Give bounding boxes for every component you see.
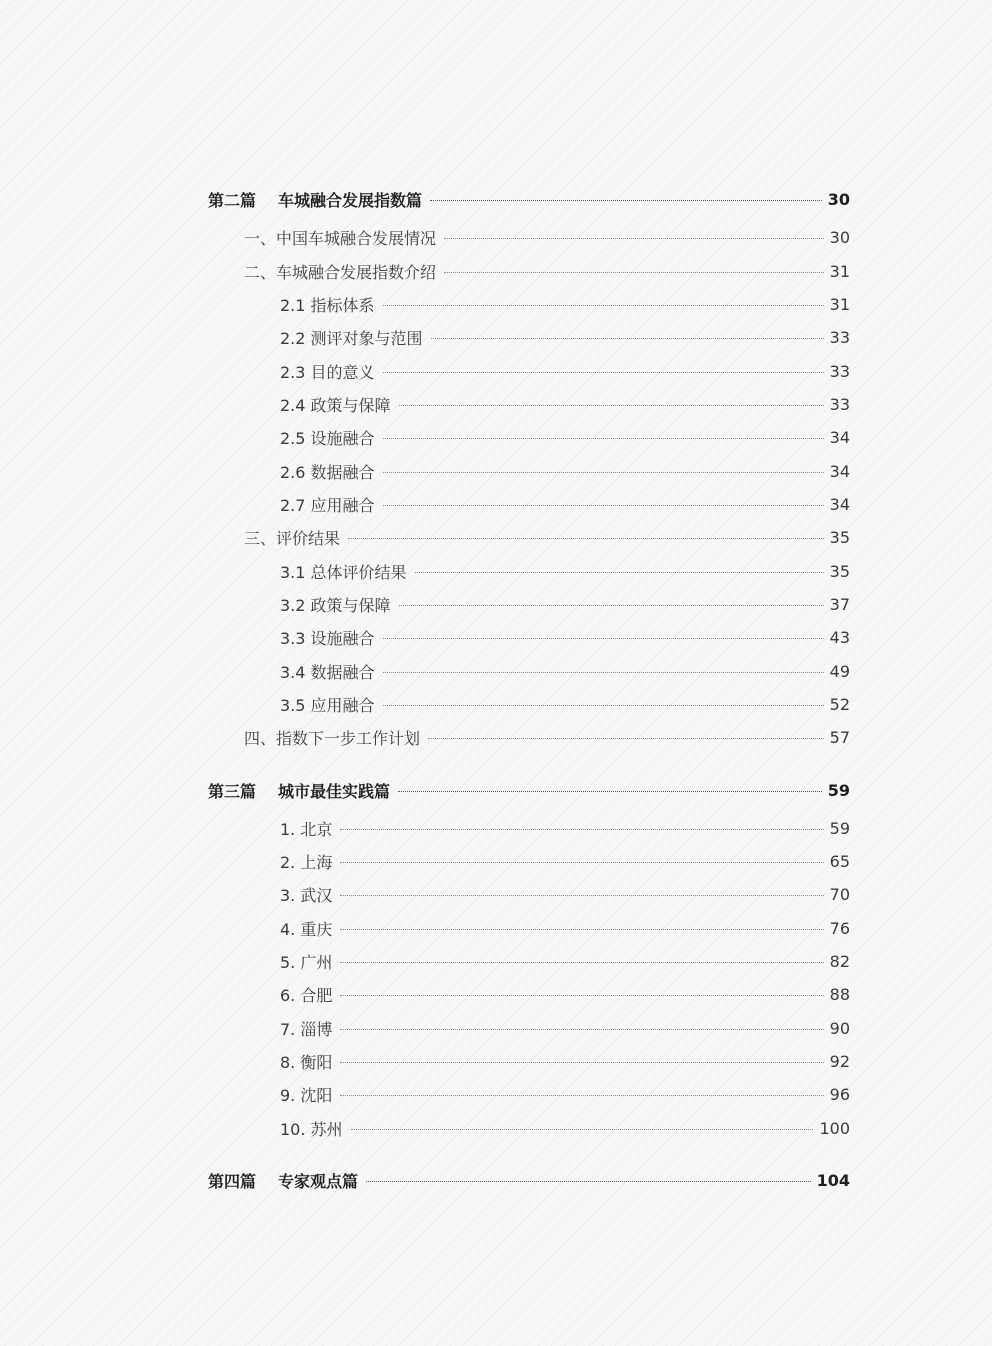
toc-dot-leader [340,1095,823,1096]
toc-dot-leader [383,505,824,506]
toc-entry-label: 2.1 指标体系 [280,295,375,315]
toc-page-number: 31 [829,261,850,281]
toc-entry-label: 3.3 设施融合 [280,628,375,648]
toc-dot-leader [399,605,824,606]
toc-subsection-entry[interactable] [280,391,850,417]
toc-dot-leader [428,738,824,739]
toc-dot-leader [340,862,823,863]
toc-dot-leader [444,272,824,273]
toc-part-title: 车城融合发展指数篇 [278,190,423,210]
toc-subsection-entry[interactable] [280,558,850,584]
toc-entry-label [208,188,422,211]
toc-entry-label: 2.4 政策与保障 [280,395,391,415]
toc-entry-label: 9. 沈阳 [280,1085,333,1105]
toc-subsection-entry[interactable] [280,1115,850,1141]
toc-part-number: 第二篇 [208,190,257,210]
toc-entry-label: 3.1 总体评价结果 [280,562,407,582]
toc-part-title: 专家观点篇 [278,1171,359,1191]
toc-entry-label: 1. 北京 [280,819,333,839]
toc-page-number: 43 [829,627,850,647]
toc-subsection-entry[interactable] [280,691,850,717]
toc-entry-label: 2. 上海 [280,852,333,872]
toc-part-title: 城市最佳实践篇 [278,781,391,801]
toc-section-entry[interactable] [244,258,850,284]
toc-entry-label: 3.4 数据融合 [280,662,375,682]
toc-page-number: 34 [829,427,850,447]
toc-dot-leader [383,438,824,439]
toc-entry-label: 2.6 数据融合 [280,462,375,482]
toc-page-number: 31 [829,294,850,314]
toc-page-number: 100 [819,1118,850,1138]
toc-entry-label: 2.2 测评对象与范围 [280,328,423,348]
toc-subsection-entry[interactable] [280,1081,850,1107]
toc-subsection-entry[interactable] [280,981,850,1007]
toc-page-number: 59 [829,818,850,838]
toc-dot-leader [340,1062,823,1063]
toc-entry-label: 2.3 目的意义 [280,362,375,382]
toc-page-number: 35 [829,527,850,547]
toc-part-number: 第四篇 [208,1171,257,1191]
toc-entry-label [208,1169,358,1192]
toc-part-entry[interactable] [208,777,850,803]
toc-part-entry[interactable] [208,186,850,212]
toc-subsection-entry[interactable] [280,848,850,874]
toc-entry-label: 3. 武汉 [280,885,333,905]
toc-subsection-entry[interactable] [280,948,850,974]
toc-dot-leader [366,1181,811,1182]
toc-page-number: 104 [816,1170,850,1190]
toc-page-number: 33 [829,361,850,381]
toc-page-number: 59 [827,780,850,800]
toc-page-number: 70 [829,884,850,904]
toc-page-number: 35 [829,561,850,581]
toc-subsection-entry[interactable] [280,815,850,841]
toc-page-number: 34 [829,461,850,481]
toc-entry-label: 7. 淄博 [280,1019,333,1039]
toc-dot-leader [340,1029,823,1030]
toc-subsection-entry[interactable] [280,591,850,617]
toc-dot-leader [340,962,823,963]
toc-subsection-entry[interactable] [280,424,850,450]
toc-dot-leader [351,1129,814,1130]
toc-entry-label: 2.5 设施融合 [280,428,375,448]
toc-entry-label: 一、中国车城融合发展情况 [244,228,437,248]
toc-part-entry[interactable] [208,1167,850,1193]
toc-dot-leader [383,638,824,639]
toc-page-number: 96 [829,1084,850,1104]
toc-dot-leader [340,895,823,896]
toc-page-number: 57 [829,727,850,747]
toc-subsection-entry[interactable] [280,491,850,517]
toc-subsection-entry[interactable] [280,915,850,941]
toc-subsection-entry[interactable] [280,1015,850,1041]
toc-page-number: 88 [829,984,850,1004]
toc-entry-label [208,779,390,802]
toc-page-number: 34 [829,494,850,514]
toc-dot-leader [383,472,824,473]
toc-entry-label: 10. 苏州 [280,1119,343,1139]
toc-section-entry[interactable] [244,524,850,550]
toc-page-number: 65 [829,851,850,871]
toc-page-number: 82 [829,951,850,971]
toc-subsection-entry[interactable] [280,324,850,350]
toc-page-number: 33 [829,327,850,347]
toc-subsection-entry[interactable] [280,458,850,484]
toc-entry-label: 4. 重庆 [280,919,333,939]
toc-page-number: 90 [829,1018,850,1038]
toc-subsection-entry[interactable] [280,658,850,684]
toc-dot-leader [431,338,824,339]
toc-dot-leader [340,995,823,996]
toc-dot-leader [383,672,824,673]
toc-entry-label: 5. 广州 [280,952,333,972]
toc-entry-label: 8. 衡阳 [280,1052,333,1072]
toc-dot-leader [444,238,824,239]
toc-dot-leader [348,538,824,539]
toc-entry-label: 2.7 应用融合 [280,495,375,515]
toc-dot-leader [398,791,822,792]
toc-part-number: 第三篇 [208,781,257,801]
toc-page-number: 37 [829,594,850,614]
toc-page-number: 76 [829,918,850,938]
toc-entry-label: 3.5 应用融合 [280,695,375,715]
toc-dot-leader [430,200,822,201]
toc-page-number: 33 [829,394,850,414]
toc-section-entry[interactable] [244,724,850,750]
toc-entry-label: 三、评价结果 [244,528,341,548]
toc-page-number: 30 [829,227,850,247]
toc-page-number: 92 [829,1051,850,1071]
toc-page-number: 30 [827,189,850,209]
toc-subsection-entry[interactable] [280,624,850,650]
toc-section-entry[interactable] [244,224,850,250]
toc-entry-label: 6. 合肥 [280,985,333,1005]
toc-dot-leader [340,829,823,830]
toc-dot-leader [383,305,824,306]
toc-subsection-entry[interactable] [280,358,850,384]
toc-subsection-entry[interactable] [280,1048,850,1074]
toc-entry-label: 四、指数下一步工作计划 [244,728,421,748]
toc-dot-leader [415,572,824,573]
toc-entry-label: 3.2 政策与保障 [280,595,391,615]
toc-dot-leader [399,405,824,406]
toc-subsection-entry[interactable] [280,291,850,317]
toc-dot-leader [383,372,824,373]
toc-dot-leader [340,929,823,930]
toc-dot-leader [383,705,824,706]
toc-subsection-entry[interactable] [280,881,850,907]
toc-page-number: 49 [829,661,850,681]
toc-page-number: 52 [829,694,850,714]
toc-entry-label: 二、车城融合发展指数介绍 [244,262,437,282]
